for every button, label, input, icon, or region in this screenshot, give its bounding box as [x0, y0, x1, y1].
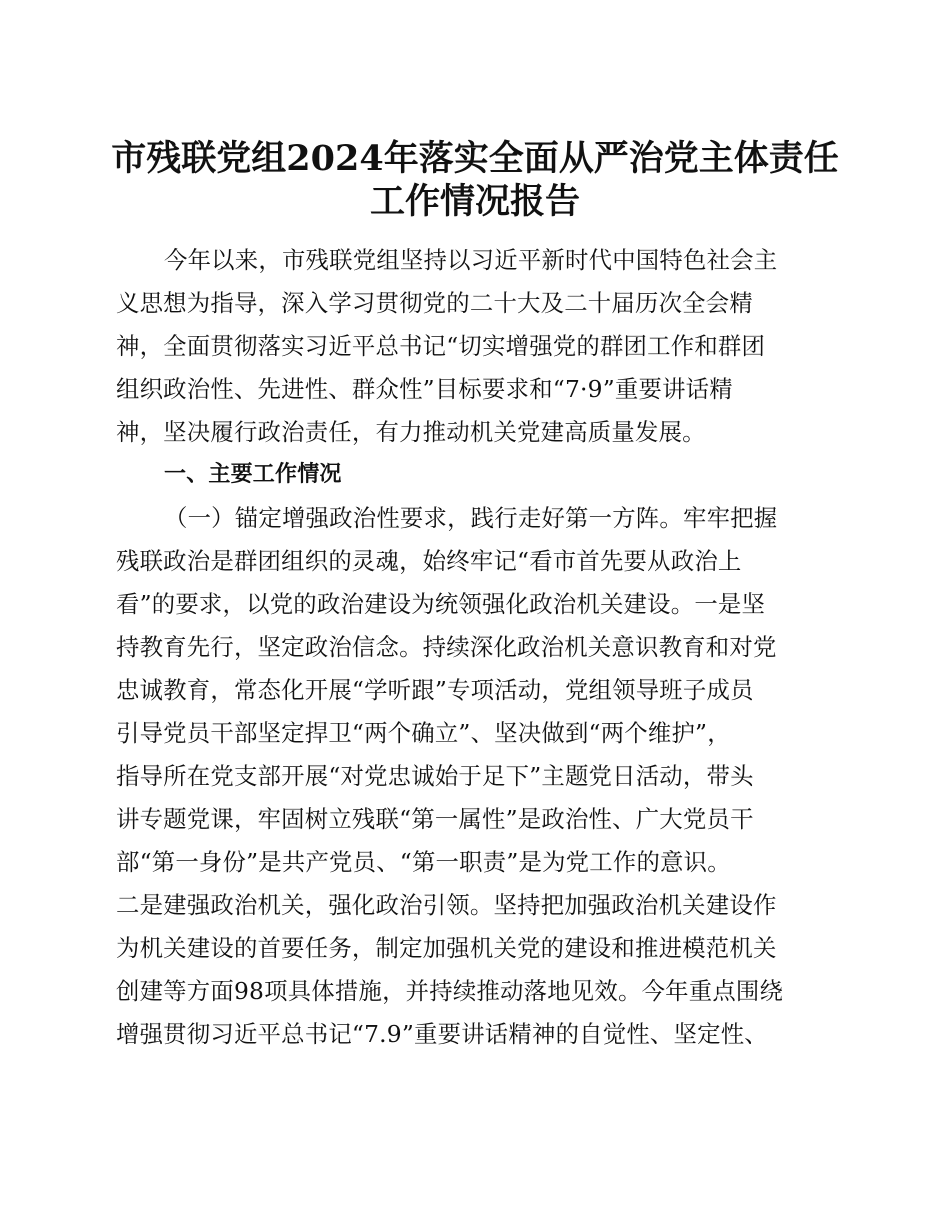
- paragraph-line: 创建等方面98项具体措施，并持续推动落地见效。今年重点围绕: [116, 977, 784, 1005]
- document-title-line-1: 市残联党组2024年落实全面从严治党主体责任: [111, 138, 839, 179]
- paragraph-line: 忠诚教育，常态化开展“学听跟”专项活动，党组领导班子成员: [116, 676, 754, 704]
- paragraph-line: 义思想为指导，深入学习贯彻党的二十大及二十届历次全会精: [116, 289, 753, 317]
- paragraph-line: 组织政治性、先进性、群众性”目标要求和“7·9”重要讲话精: [116, 375, 733, 403]
- document-title-line-2: 工作情况报告: [369, 181, 580, 222]
- paragraph-line: 讲专题党课，牢固树立残联“第一属性”是政治性、广大党员干: [116, 805, 754, 833]
- paragraph-line: 引导党员干部坚定捍卫“两个确立”、坚决做到“两个维护”，: [116, 719, 731, 747]
- paragraph-line: 神，全面贯彻落实习近平总书记“切实增强党的群团工作和群团: [116, 332, 766, 360]
- paragraph-line: 增强贯彻习近平总书记“7.9”重要讲话精神的自觉性、坚定性、: [116, 1020, 768, 1048]
- paragraph-line: （一）锚定增强政治性要求，践行走好第一方阵。牢牢把握: [164, 504, 778, 532]
- paragraph-line: 残联政治是群团组织的灵魂，始终牢记“看市首先要从政治上: [116, 547, 742, 575]
- paragraph-line: 指导所在党支部开展“对党忠诚始于足下”主题党日活动，带头: [116, 762, 754, 790]
- paragraph-line: 为机关建设的首要任务，制定加强机关党的建设和推进模范机关: [116, 934, 777, 962]
- paragraph-line: 二是建强政治机关，强化政治引领。坚持把加强政治机关建设作: [116, 891, 777, 919]
- paragraph-line: 持教育先行，坚定政治信念。持续深化政治机关意识教育和对党: [116, 633, 777, 661]
- paragraph-line: 神，坚决履行政治责任，有力推动机关党建高质量发展。: [116, 418, 706, 446]
- paragraph-line: 今年以来，市残联党组坚持以习近平新时代中国特色社会主: [164, 246, 778, 274]
- paragraph-line: 看”的要求，以党的政治建设为统领强化政治机关建设。一是坚: [116, 590, 766, 618]
- paragraph-line: 部“第一身份”是共产党员、“第一职责”是为党工作的意识。: [116, 848, 731, 876]
- section-heading: 一、主要工作情况: [164, 462, 342, 487]
